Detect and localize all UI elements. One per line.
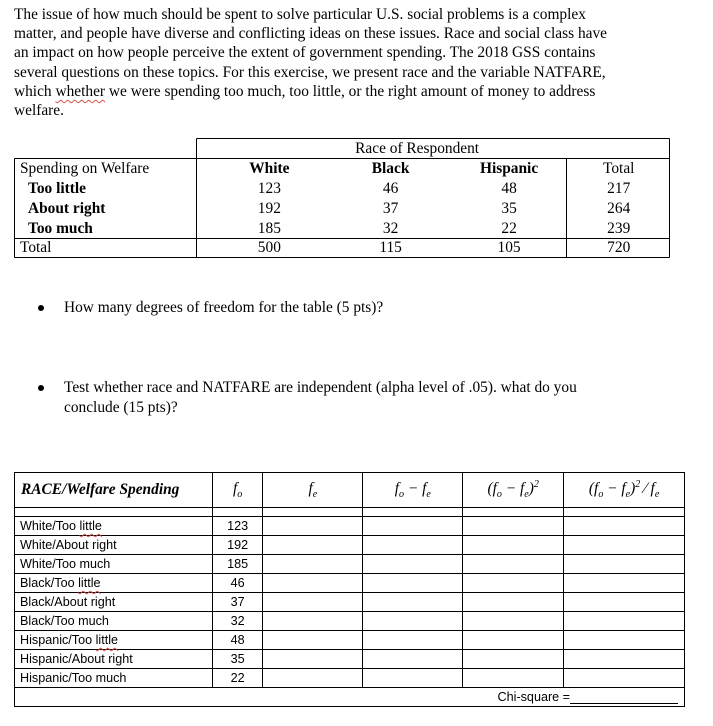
answer-cell[interactable] (263, 593, 363, 612)
col-header-white: White (249, 159, 290, 177)
answer-cell[interactable] (263, 631, 363, 650)
row-label-subcategory: right (108, 652, 133, 666)
answer-cell[interactable] (463, 631, 564, 650)
answer-cell[interactable] (263, 555, 363, 574)
table-row (15, 631, 685, 650)
row-label: Too little (28, 179, 86, 197)
work-table (14, 472, 685, 707)
row-label-race: White (20, 519, 53, 533)
answer-cell[interactable] (463, 669, 564, 688)
answer-cell[interactable] (263, 612, 363, 631)
table-row-total (14, 238, 669, 257)
table-row (14, 178, 669, 198)
row-header: Spending on Welfare (20, 159, 150, 177)
table-row (14, 218, 669, 238)
row-label: Black/Too much (15, 612, 213, 631)
row-label-race: Hispanic (20, 633, 69, 647)
answer-cell[interactable] (463, 536, 564, 555)
answer-cell[interactable] (463, 574, 564, 593)
row-label-category: Too (55, 519, 77, 533)
intro-text-after: we were spending too much, too little, or the right amount of money to address welfare. (14, 82, 596, 120)
row-label-race: Black (20, 614, 51, 628)
row-label-category: About (71, 652, 105, 666)
header-diff-squared-icon: $(f_o - f_e)^2$ (463, 473, 564, 508)
answer-cell[interactable] (564, 650, 685, 669)
answer-cell[interactable] (263, 669, 363, 688)
row-label-race: White (20, 538, 53, 552)
table-row (15, 536, 685, 555)
header-fo-icon: $f_o$ (212, 473, 263, 508)
observed-frequency: 46 (212, 574, 263, 593)
observed-frequency: 123 (212, 517, 263, 536)
cell: 500 (257, 239, 281, 256)
row-label-subcategory: right (90, 595, 116, 609)
row-label-category: About (55, 538, 89, 552)
answer-cell[interactable] (263, 517, 363, 536)
observed-frequency: 37 (212, 593, 263, 612)
observed-frequency: 35 (212, 650, 263, 669)
row-label-category: About (54, 595, 88, 609)
answer-cell[interactable] (463, 517, 564, 536)
contingency-table (14, 138, 669, 257)
cell: 32 (382, 219, 399, 237)
header-fe-icon: $f_e$ (263, 473, 363, 508)
row-label: About right (28, 199, 106, 217)
cell: 105 (497, 239, 521, 256)
answer-cell[interactable] (363, 555, 463, 574)
cell: 48 (501, 179, 517, 197)
answer-cell[interactable] (363, 593, 463, 612)
row-label-subcategory: little (78, 576, 101, 590)
observed-frequency: 192 (212, 536, 263, 555)
cell: 35 (501, 199, 517, 217)
cell: 115 (379, 239, 402, 256)
row-label: Hispanic/Too much (15, 669, 213, 688)
question-1-text: How many degrees of freedom for the table (5 pts)? (64, 299, 384, 316)
row-label-subcategory: little (79, 519, 102, 533)
table-row (14, 198, 669, 218)
table-row (15, 612, 685, 631)
observed-frequency: 48 (212, 631, 263, 650)
observed-frequency: 32 (212, 612, 263, 631)
answer-cell[interactable] (363, 612, 463, 631)
answer-cell[interactable] (564, 517, 685, 536)
cell: 720 (607, 239, 631, 256)
cell: 217 (607, 179, 631, 197)
cell: 46 (382, 179, 399, 197)
answer-cell[interactable] (363, 536, 463, 555)
table-row (15, 650, 685, 669)
question-1 (38, 298, 614, 318)
row-label-subcategory: little (95, 633, 119, 647)
chi-square-blank[interactable] (570, 691, 678, 704)
cell: 37 (382, 199, 399, 217)
answer-cell[interactable] (263, 574, 363, 593)
row-label: Black/Too little (15, 574, 213, 593)
row-label: Too much (28, 219, 93, 237)
row-label-category: Too (71, 671, 93, 685)
table-row (15, 574, 685, 593)
cell: 185 (257, 219, 281, 237)
intro-text-before: The issue of how much should be spent to solve particular U.S. social problems is a complex matter, and people have diverse and conflicting ideas on these issues. Race and social class have an impact on how people perceive the extent of government spending. The 2018 GSS contains several questions on these topics. For this exercise, we present race and the variable NATFARE, which (14, 6, 607, 100)
chi-square-label: Chi-square = (497, 690, 570, 704)
intro-flagged-word: whether (55, 82, 106, 100)
answer-cell[interactable] (363, 517, 463, 536)
answer-cell[interactable] (263, 536, 363, 555)
col-header-hispanic: Hispanic (480, 159, 539, 177)
race-group-header: Race of Respondent (355, 139, 480, 157)
answer-cell[interactable] (564, 612, 685, 631)
table-row (15, 669, 685, 688)
answer-cell[interactable] (564, 631, 685, 650)
row-label-category: Too (55, 557, 77, 571)
row-label: White/Too much (15, 555, 213, 574)
row-label: Hispanic/About right (15, 650, 213, 669)
cell: 239 (607, 219, 631, 237)
col-header-black: Black (371, 159, 410, 177)
cell: 22 (501, 219, 517, 237)
row-label: White/Too little (15, 517, 213, 536)
row-label-category: Too (54, 614, 75, 628)
question-2-text: Test whether race and NATFARE are independent (alpha level of .05). what do you conclude (15 pts)? (64, 379, 577, 416)
header-chi-term-icon: $(f_o - f_e)^2$ ⁄ $f_e$ (564, 473, 685, 508)
answer-cell[interactable] (564, 669, 685, 688)
row-label-subcategory: much (78, 614, 109, 628)
row-label: White/About right (15, 536, 213, 555)
answer-cell[interactable] (564, 536, 685, 555)
table-row (15, 517, 685, 536)
question-2 (38, 378, 614, 418)
row-label-subcategory: right (92, 538, 117, 552)
chi-square-line (15, 688, 685, 707)
observed-frequency: 185 (212, 555, 263, 574)
answer-cell[interactable] (564, 574, 685, 593)
answer-cell[interactable] (363, 631, 463, 650)
row-label-subcategory: much (95, 671, 127, 685)
answer-cell[interactable] (564, 555, 685, 574)
cell: 123 (257, 179, 281, 197)
bullet-icon (38, 385, 44, 391)
col-header-total: Total (603, 159, 635, 177)
answer-cell[interactable] (463, 555, 564, 574)
answer-cell[interactable] (363, 669, 463, 688)
answer-cell[interactable] (263, 650, 363, 669)
answer-cell[interactable] (463, 612, 564, 631)
row-label-race: Hispanic (20, 671, 69, 685)
row-label-subcategory: much (79, 557, 111, 571)
answer-cell[interactable] (363, 650, 463, 669)
answer-cell[interactable] (463, 593, 564, 612)
row-label-race: White (20, 557, 53, 571)
table-row (15, 555, 685, 574)
row-label-category: Too (71, 633, 93, 647)
header-diff-icon: $f_o - f_e$ (363, 473, 463, 508)
bullet-icon (38, 305, 44, 311)
work-header-label: RACE/Welfare Spending (15, 473, 213, 508)
row-label-race: Black (20, 576, 51, 590)
row-label-category: Too (54, 576, 75, 590)
observed-frequency: 22 (212, 669, 263, 688)
answer-cell[interactable] (463, 650, 564, 669)
answer-cell[interactable] (363, 574, 463, 593)
row-label: Total (20, 239, 52, 256)
row-label: Black/About right (15, 593, 213, 612)
cell: 192 (257, 199, 281, 217)
row-label-race: Black (20, 595, 51, 609)
row-label: Hispanic/Too little (15, 631, 213, 650)
answer-cell[interactable] (564, 593, 685, 612)
table-row (15, 593, 685, 612)
row-label-race: Hispanic (20, 652, 69, 666)
cell: 264 (607, 199, 631, 217)
